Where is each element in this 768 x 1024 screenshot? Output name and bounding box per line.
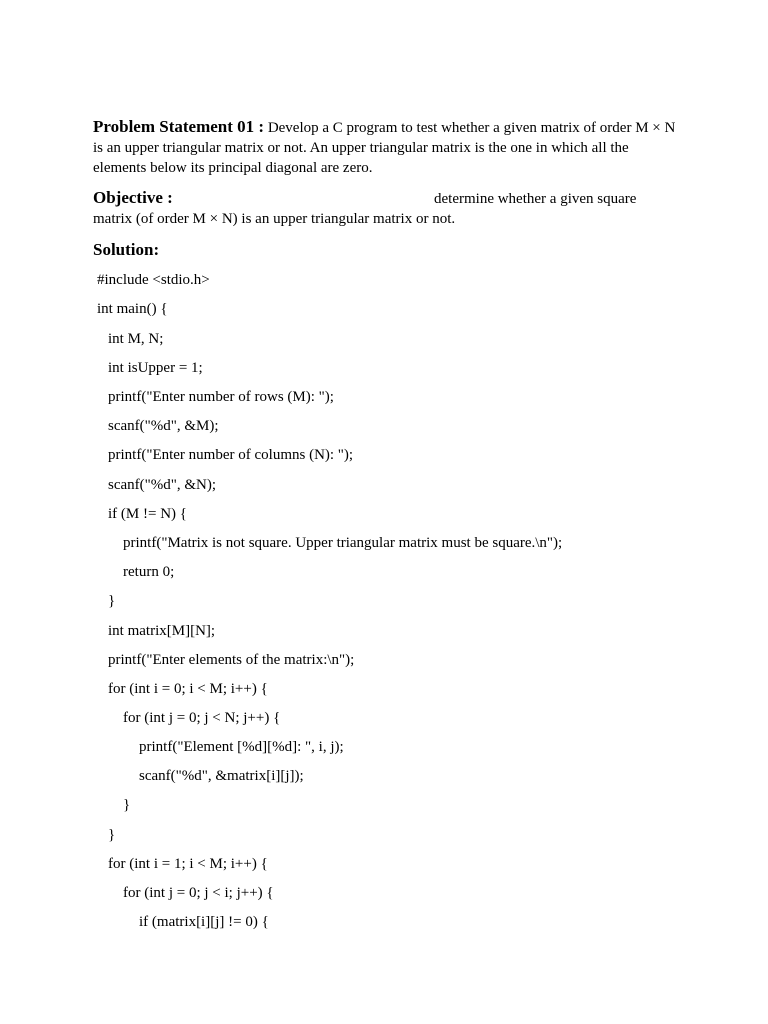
- code-line-main: int main() {: [97, 301, 168, 317]
- code-line-scanf-n: scanf("%d", &N);: [108, 477, 217, 493]
- code-line-close-if: }: [108, 593, 116, 609]
- objective-text-line-2: matrix (of order M × N) is an upper triangular matrix or not.: [93, 211, 456, 227]
- code-line-scanf-element: scanf("%d", &matrix[i][j]);: [139, 768, 304, 784]
- code-line-printf-cols: printf("Enter number of columns (N): ");: [108, 447, 354, 463]
- code-line-close-for-j: }: [123, 797, 131, 813]
- code-line-include: #include <stdio.h>: [97, 272, 210, 288]
- code-line-decl-isupper: int isUpper = 1;: [108, 360, 203, 376]
- code-line-printf-element: printf("Element [%d][%d]: ", i, j);: [139, 739, 344, 755]
- problem-statement: [93, 117, 683, 178]
- problem-text: Develop a C program to test whether a given matrix of order M × N is an upper triangular matrix or not. An upper triangular matrix is the one in which all the elements below its principal diagonal are zero.: [93, 120, 676, 176]
- code-line-for-j-check: for (int j = 0; j < i; j++) {: [123, 885, 274, 901]
- code-line-decl-matrix: int matrix[M][N];: [108, 623, 216, 639]
- code-line-return: return 0;: [123, 564, 175, 580]
- code-line-for-i-input: for (int i = 0; i < M; i++) {: [108, 681, 268, 697]
- objective-text-line-1: determine whether a given square: [434, 191, 637, 207]
- objective-heading: Objective :: [93, 188, 173, 207]
- code-line-printf-enter-elements: printf("Enter elements of the matrix:\n");: [108, 652, 355, 668]
- code-line-decl-mn: int M, N;: [108, 331, 164, 347]
- code-line-if-nonzero: if (matrix[i][j] != 0) {: [139, 914, 269, 930]
- code-line-for-i-check: for (int i = 1; i < M; i++) {: [108, 856, 268, 872]
- code-line-scanf-m: scanf("%d", &M);: [108, 418, 219, 434]
- code-line-printf-rows: printf("Enter number of rows (M): ");: [108, 389, 334, 405]
- problem-heading: Problem Statement 01 :: [93, 117, 265, 136]
- solution-heading: Solution:: [93, 240, 160, 259]
- code-line-close-for-i: }: [108, 827, 116, 843]
- code-line-printf-not-square: printf("Matrix is not square. Upper triangular matrix must be square.\n");: [123, 535, 563, 551]
- code-line-for-j-input: for (int j = 0; j < N; j++) {: [123, 710, 281, 726]
- code-line-if-square: if (M != N) {: [108, 506, 187, 522]
